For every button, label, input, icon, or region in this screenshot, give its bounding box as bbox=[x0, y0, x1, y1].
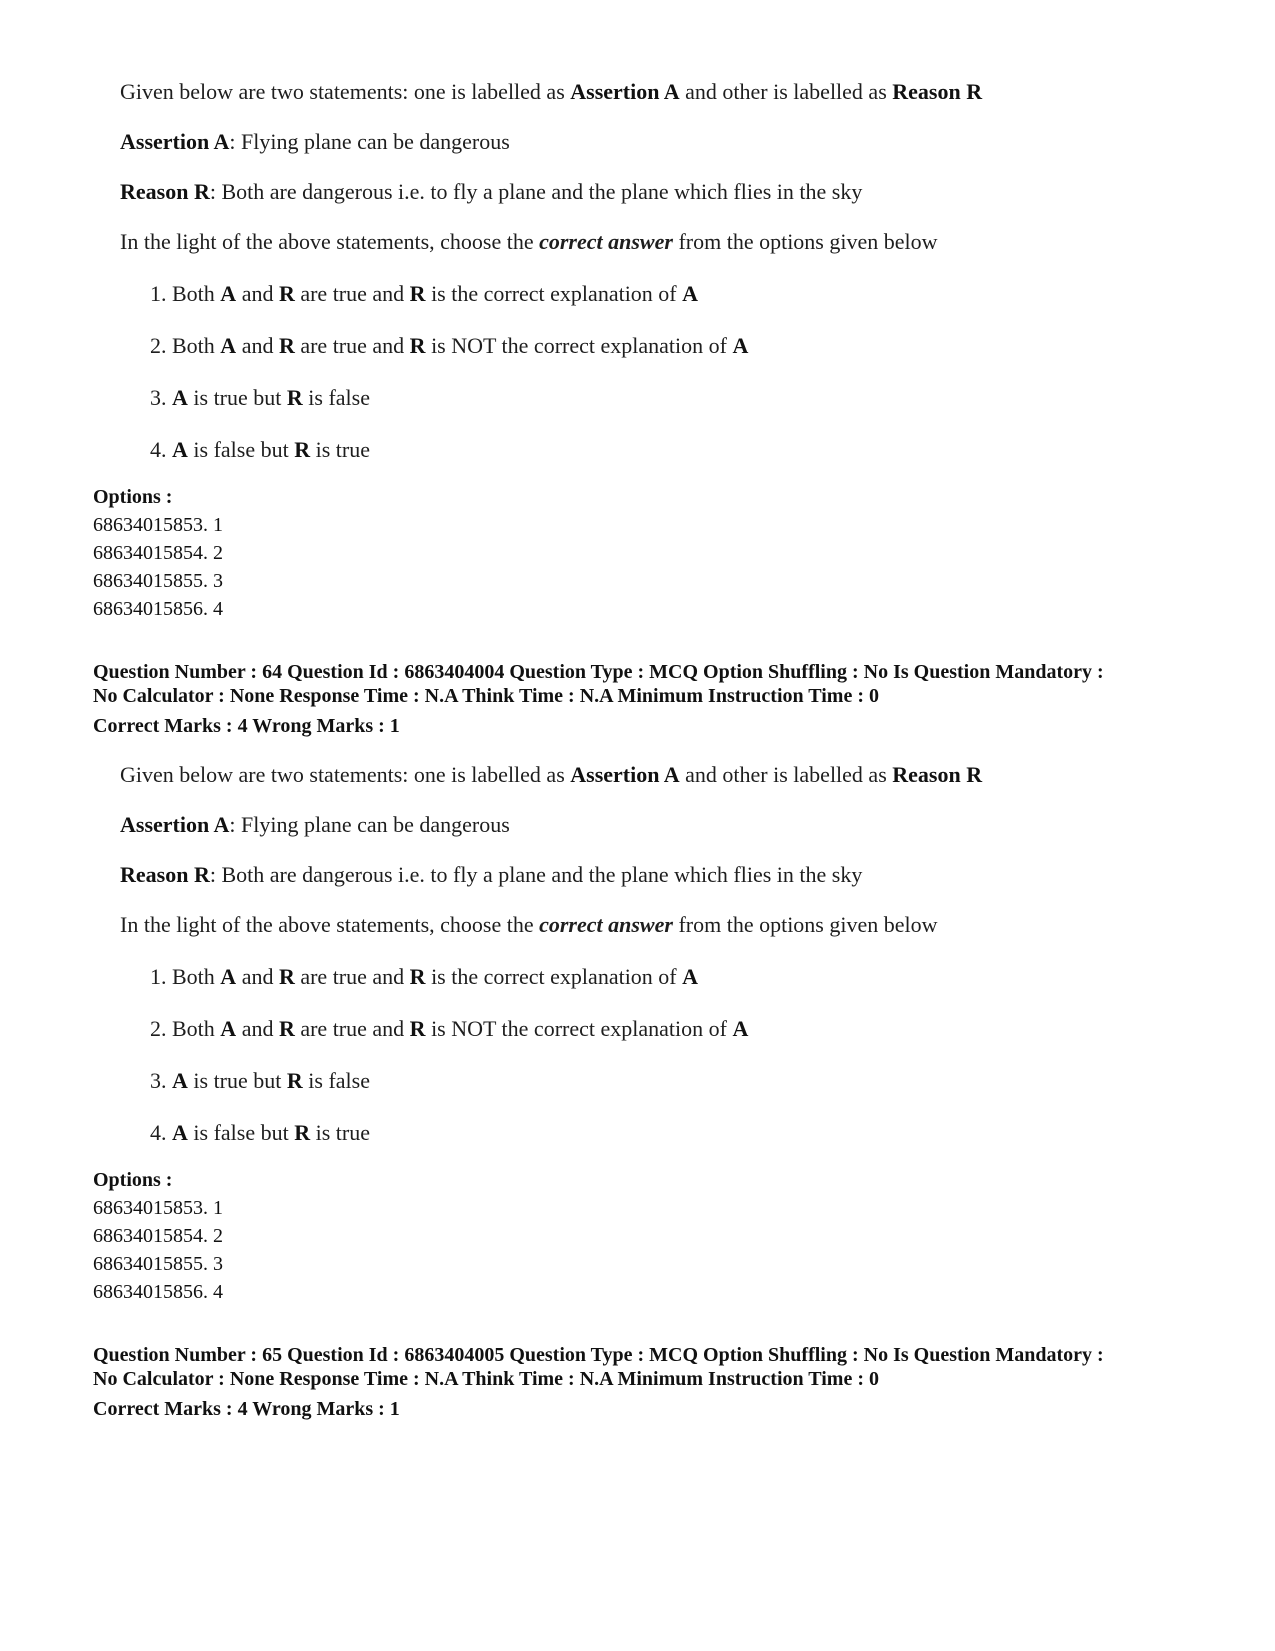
reason-line: Reason R: Both are dangerous i.e. to fly a plane and the plane which flies in the sky bbox=[120, 862, 863, 887]
instruction-text: In the light of the above statements, choose the bbox=[120, 229, 540, 254]
reason-tag: Reason R bbox=[892, 79, 983, 104]
question-meta-65 bbox=[93, 1343, 1213, 1421]
choice-3: 3. A is true but R is false bbox=[150, 1068, 370, 1093]
options-heading: Options : bbox=[93, 1169, 173, 1191]
intro-line bbox=[120, 78, 982, 106]
meta-line-1: Question Number : 65 Question Id : 6863404005 Question Type : MCQ Option Shuffling : No Is Question Mandatory : bbox=[93, 1344, 1104, 1366]
assertion-line: Assertion A: Flying plane can be dangerous bbox=[120, 812, 510, 837]
choice-2: 2. Both A and R are true and R is NOT the correct explanation of A bbox=[150, 1016, 749, 1041]
option-id-4: 68634015856. 4 bbox=[93, 598, 223, 620]
choice-4: 4. A is false but R is true bbox=[150, 437, 370, 462]
instruction-emphasis: correct answer bbox=[539, 229, 673, 254]
intro-text: Given below are two statements: one is labelled as bbox=[120, 79, 571, 104]
options-heading: Options : bbox=[93, 486, 173, 508]
option-id-2: 68634015854. 2 bbox=[93, 1225, 223, 1247]
assertion-line bbox=[120, 128, 510, 156]
meta-line-2: No Calculator : None Response Time : N.A Think Time : N.A Minimum Instruction Time : 0 bbox=[93, 685, 879, 707]
option-id-1: 68634015853. 1 bbox=[93, 1197, 223, 1219]
instruction-line: In the light of the above statements, choose the correct answer from the options given below bbox=[120, 912, 938, 937]
meta-line-2: No Calculator : None Response Time : N.A Think Time : N.A Minimum Instruction Time : 0 bbox=[93, 1368, 879, 1390]
choice-1: 1. Both A and R are true and R is the correct explanation of A bbox=[150, 964, 699, 989]
question-meta-64 bbox=[93, 660, 1213, 738]
reason-text: : Both are dangerous i.e. to fly a plane and the plane which flies in the sky bbox=[209, 179, 863, 204]
option-id-3: 68634015855. 3 bbox=[93, 1253, 223, 1275]
choice-4: 4. A is false but R is true bbox=[150, 1120, 370, 1145]
option-id-1: 68634015853. 1 bbox=[93, 514, 223, 536]
option-id-4: 68634015856. 4 bbox=[93, 1281, 223, 1303]
reason-label: Reason R bbox=[120, 179, 210, 204]
reason-line bbox=[120, 178, 862, 206]
choice-3: 3. A is true but R is false bbox=[150, 385, 370, 410]
choice-1: 1. Both A and R are true and R is the correct explanation of A bbox=[150, 281, 699, 306]
intro-line: Given below are two statements: one is labelled as Assertion A and other is labelled as Reason R bbox=[120, 762, 983, 787]
assertion-tag: Assertion A bbox=[570, 79, 680, 104]
meta-line-3: Correct Marks : 4 Wrong Marks : 1 bbox=[93, 715, 400, 737]
meta-line-1: Question Number : 64 Question Id : 6863404004 Question Type : MCQ Option Shuffling : No Is Question Mandatory : bbox=[93, 661, 1104, 683]
option-id-3: 68634015855. 3 bbox=[93, 570, 223, 592]
instruction-line bbox=[120, 228, 938, 256]
assertion-label: Assertion A bbox=[120, 129, 230, 154]
option-id-2: 68634015854. 2 bbox=[93, 542, 223, 564]
intro-text-mid: and other is labelled as bbox=[679, 79, 893, 104]
meta-line-3: Correct Marks : 4 Wrong Marks : 1 bbox=[93, 1398, 400, 1420]
choice-2: 2. Both A and R are true and R is NOT the correct explanation of A bbox=[150, 333, 749, 358]
assertion-text: : Flying plane can be dangerous bbox=[229, 129, 510, 154]
instruction-text-tail: from the options given below bbox=[672, 229, 938, 254]
